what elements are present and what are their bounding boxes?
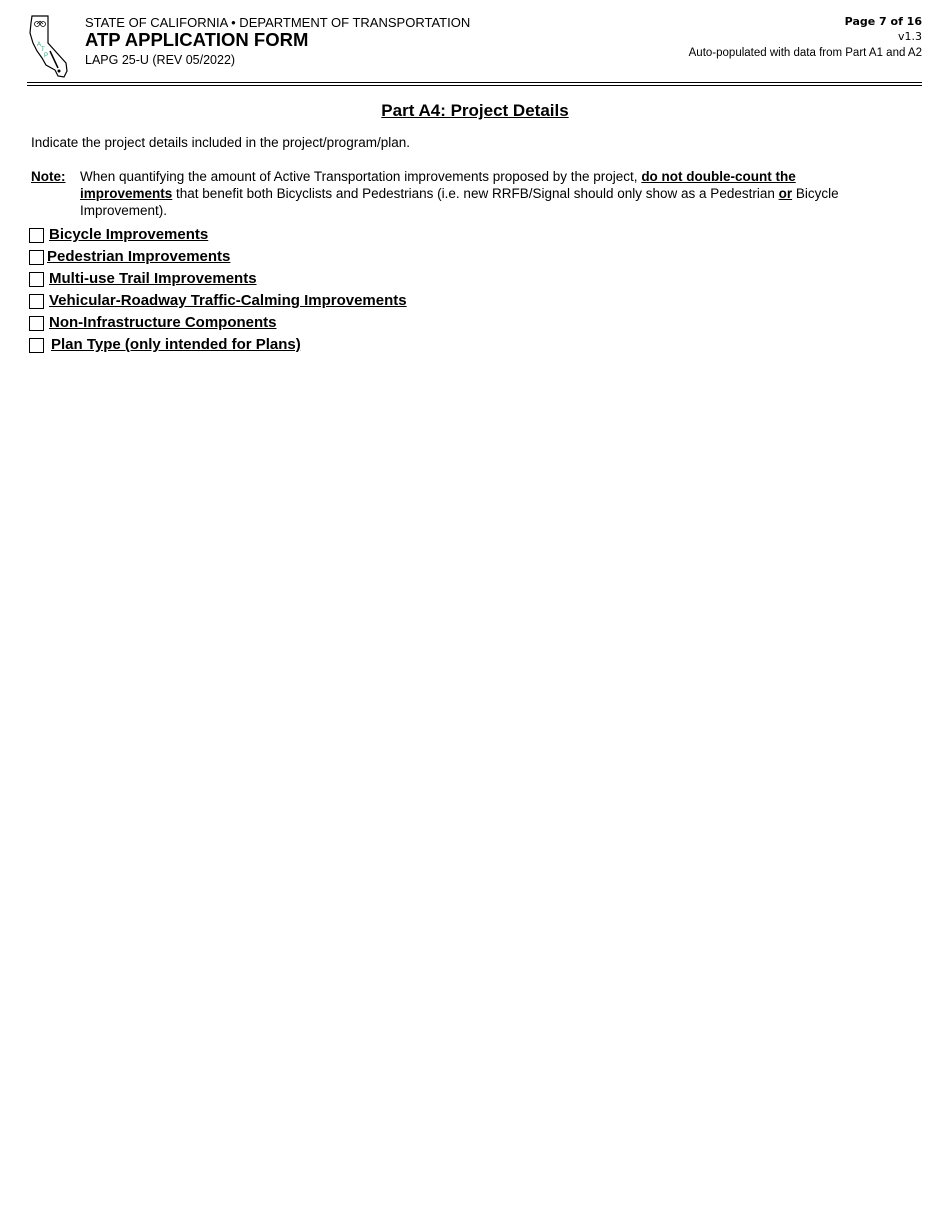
svg-text:P: P (44, 53, 49, 59)
svg-text:A: A (37, 42, 42, 48)
section-title: Part A4: Project Details (381, 101, 569, 120)
section-intro: Indicate the project details included in the project/program/plan. (31, 135, 410, 150)
svg-text:T: T (41, 47, 45, 53)
atp-california-logo-icon (28, 13, 70, 79)
checkbox-plan-type[interactable] (29, 336, 301, 354)
checkbox-icon[interactable] (29, 294, 44, 309)
checkbox-bicycle-improvements[interactable] (29, 226, 208, 244)
checkbox-traffic-calming-improvements[interactable] (29, 292, 407, 310)
header-agency: STATE OF CALIFORNIA • DEPARTMENT OF TRANSPORTATION (85, 15, 471, 30)
checkbox-label: Bicycle Improvements (49, 226, 209, 243)
checkbox-icon[interactable] (29, 316, 44, 331)
note-text: When quantifying the amount of Active Transportation improvements proposed by the project, do not double-count the improvements that benefit both Bicyclists and Pedestrians (i.e. new RRFB/Signal should only show as a Pedestrian or Bicycle Improvement). (80, 169, 839, 218)
checkbox-non-infrastructure-components[interactable] (29, 314, 277, 332)
checkbox-multi-use-trail-improvements[interactable] (29, 270, 257, 288)
checkbox-icon[interactable] (29, 228, 44, 243)
checkbox-icon[interactable] (29, 338, 44, 353)
auto-populated-note: Auto-populated with data from Part A1 and A2 (688, 47, 922, 59)
version-label: v1.3 (897, 30, 922, 43)
checkbox-label: Pedestrian Improvements (47, 248, 231, 265)
checkbox-label: Multi-use Trail Improvements (49, 270, 257, 287)
note-label: Note: (31, 169, 66, 184)
checkbox-icon[interactable] (29, 250, 44, 265)
checkbox-label: Vehicular-Roadway Traffic-Calming Improvements (49, 292, 407, 309)
header-divider-top (27, 82, 922, 83)
form-title: ATP APPLICATION FORM (85, 29, 309, 50)
page-indicator: Page 7 of 16 (844, 15, 922, 28)
note-emphasis: do not double-count the improvements (80, 169, 796, 201)
checkbox-icon[interactable] (29, 272, 44, 287)
checkbox-label: Non-Infrastructure Components (49, 314, 277, 331)
header-divider-bottom (27, 85, 922, 86)
form-number: LAPG 25-U (REV 05/2022) (85, 53, 236, 67)
checkbox-pedestrian-improvements[interactable] (29, 248, 230, 266)
checkbox-label: Plan Type (only intended for Plans) (51, 336, 301, 353)
note-or-emphasis: or (778, 186, 793, 201)
